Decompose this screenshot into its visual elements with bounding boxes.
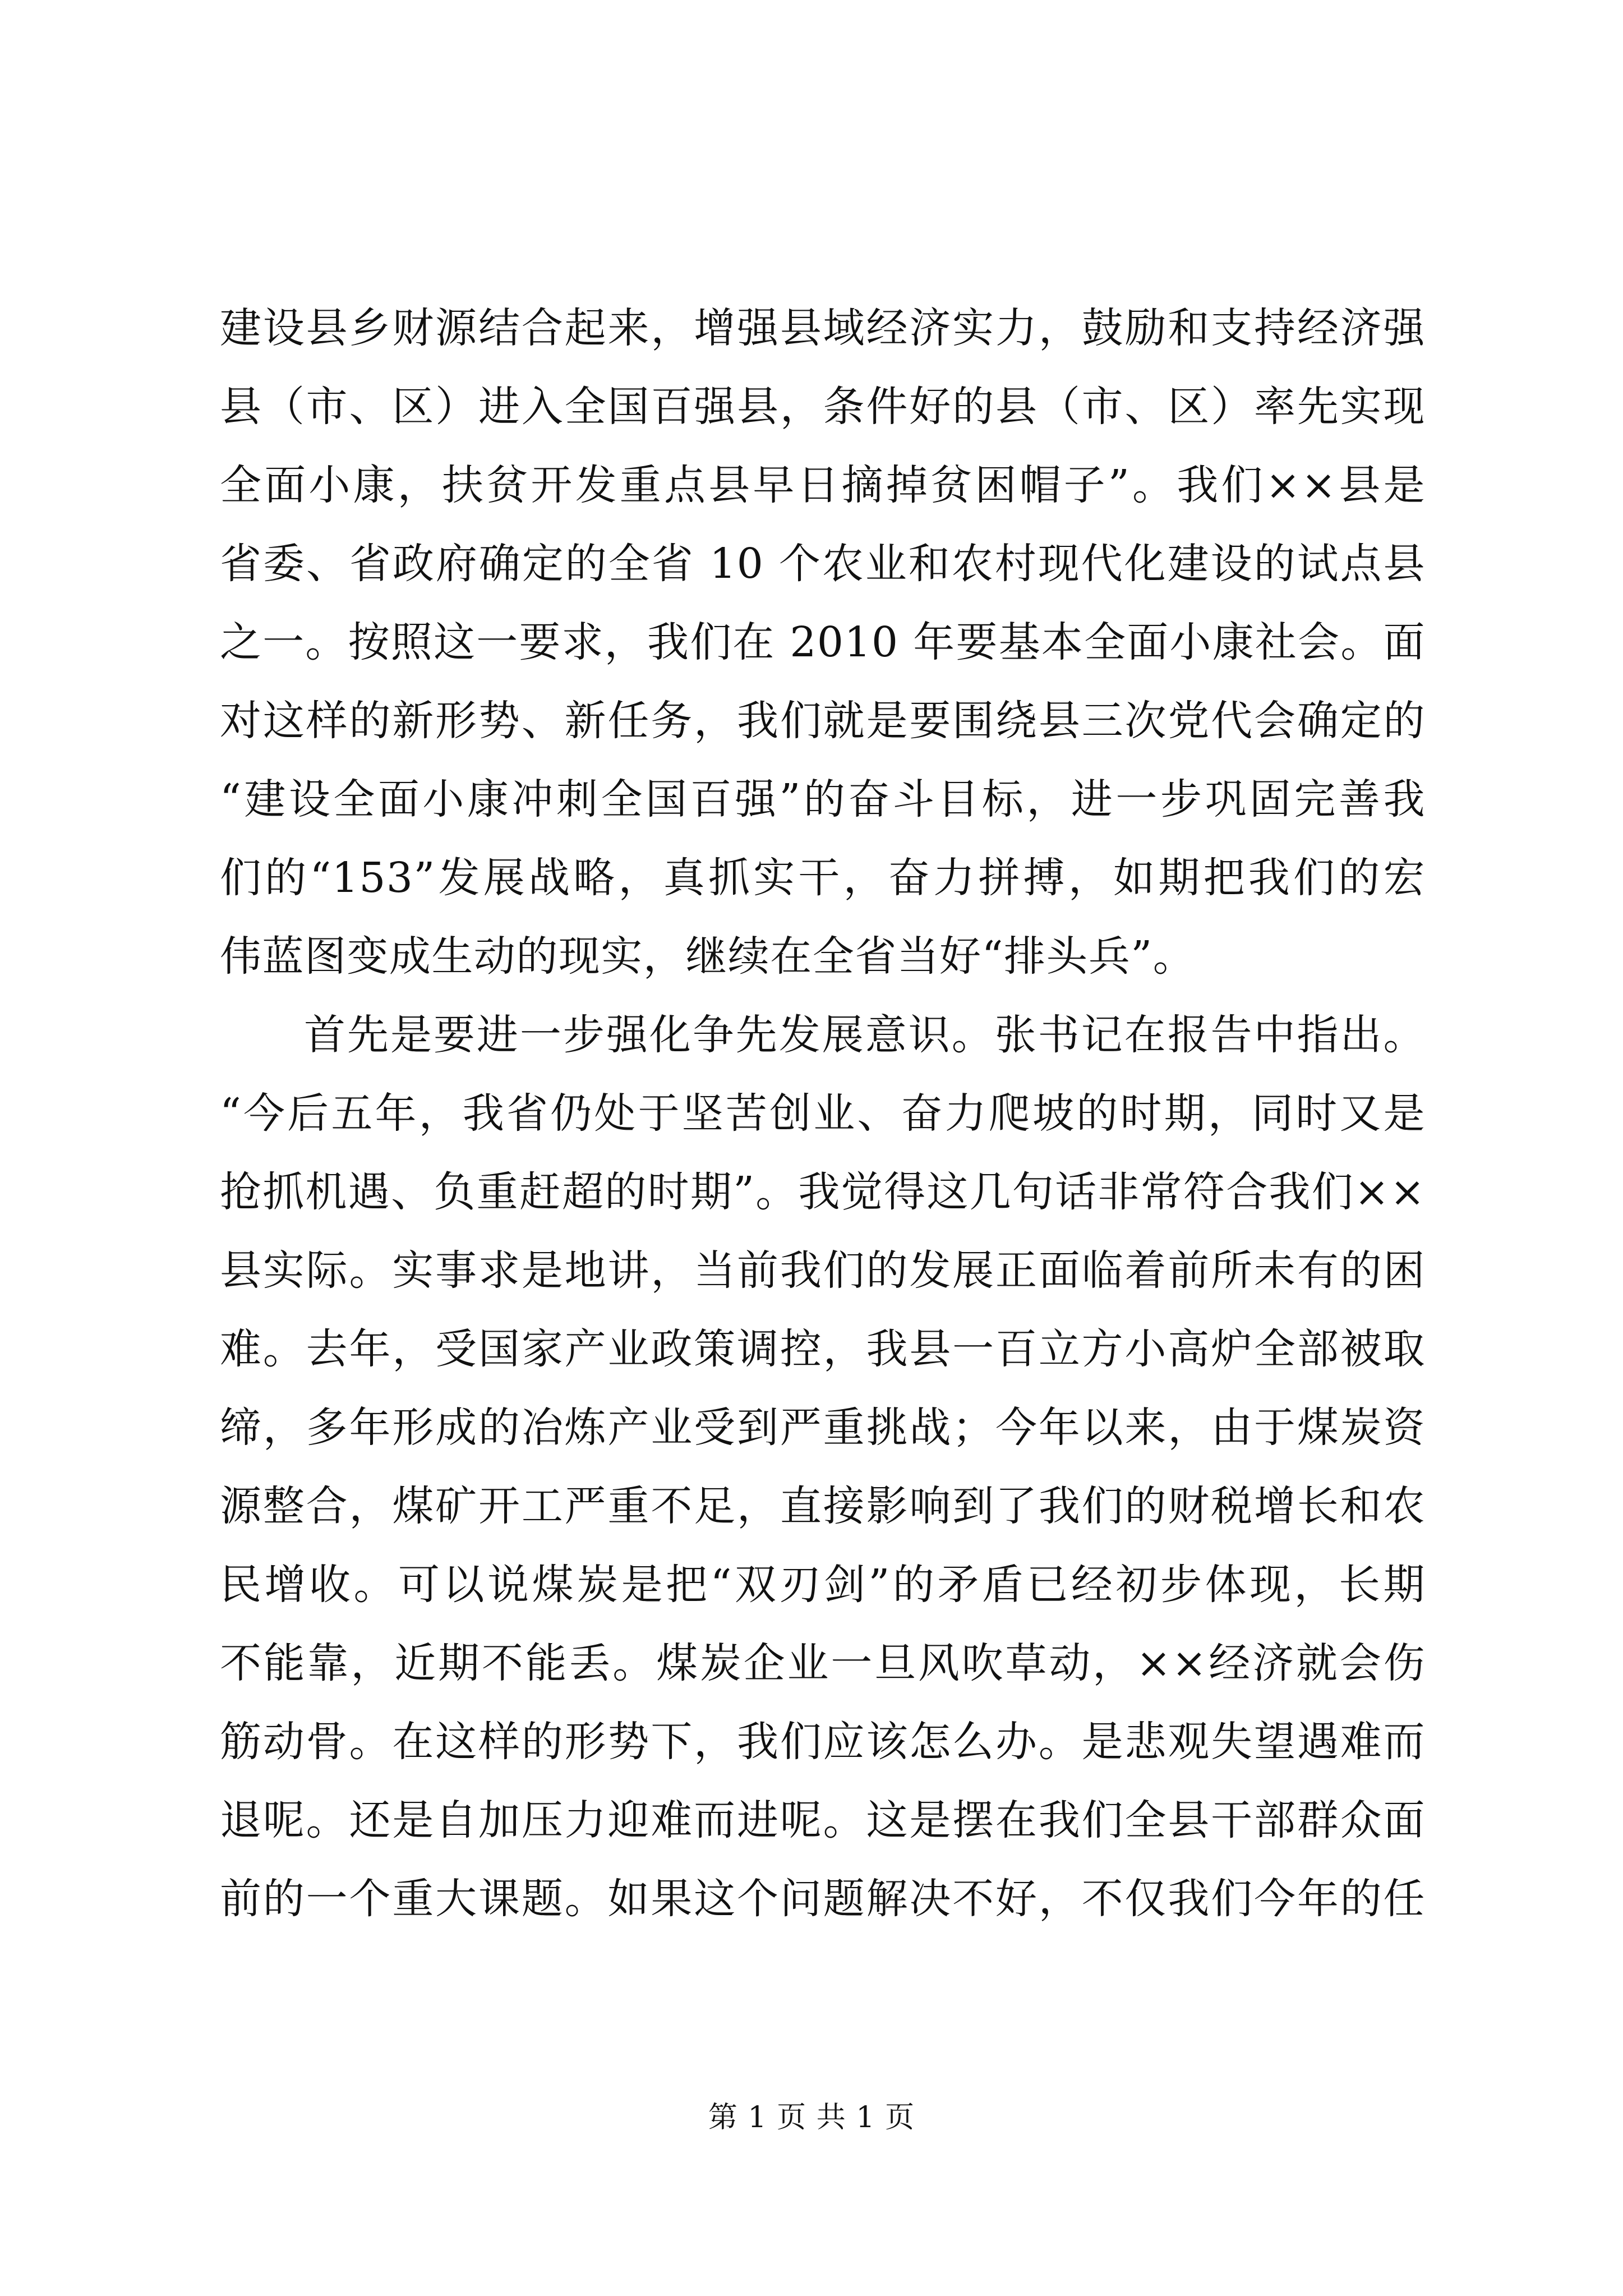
text-line: 抢抓机遇、负重赶超的时期”。我觉得这几句话非常符合我们×× [220,1168,1426,1216]
text-line: 民增收。可以说煤炭是把“双刃剑”的矛盾已经初步体现，长期 [220,1561,1426,1609]
text-line: 缔，多年形成的冶炼产业受到严重挑战；今年以来，由于煤炭资 [220,1404,1426,1452]
text-line: 省委、省政府确定的全省 10 个农业和农村现代化建设的试点县 [220,540,1426,588]
paragraph-first-line: 首先是要进一步强化争先发展意识。张书记在报告中指出。 [304,1011,1426,1059]
text-line: 县实际。实事求是地讲，当前我们的发展正面临着前所未有的困 [220,1246,1426,1295]
text-line: 建设县乡财源结合起来，增强县域经济实力，鼓励和支持经济强 [220,304,1426,352]
text-line: 源整合，煤矿开工严重不足，直接影响到了我们的财税增长和农 [220,1482,1426,1530]
text-line: 退呢。还是自加压力迎难而进呢。这是摆在我们全县干部群众面 [220,1796,1426,1844]
text-line: 之一。按照这一要求，我们在 2010 年要基本全面小康社会。面 [220,618,1426,666]
text-line: 们的“153”发展战略，真抓实干，奋力拼搏，如期把我们的宏 [220,854,1426,902]
text-line: 县（市、区）进入全国百强县，条件好的县（市、区）率先实现 [220,383,1426,431]
text-line: “建设全面小康冲刺全国百强”的奋斗目标，进一步巩固完善我 [220,775,1426,823]
text-line: 全面小康，扶贫开发重点县早日摘掉贫困帽子”。我们××县是 [220,461,1426,509]
text-line: 对这样的新形势、新任务，我们就是要围绕县三次党代会确定的 [220,697,1426,745]
text-line: 伟蓝图变成生动的现实，继续在全省当好“排头兵”。 [220,932,1196,981]
text-line: 筋动骨。在这样的形势下，我们应该怎么办。是悲观失望遇难而 [220,1718,1426,1766]
page-number-footer: 第 1 页 共 1 页 [708,2101,915,2134]
text-line: 难。去年，受国家产业政策调控，我县一百立方小高炉全部被取 [220,1325,1426,1373]
text-line: 不能靠，近期不能丢。煤炭企业一旦风吹草动，××经济就会伤 [220,1639,1426,1687]
text-line: 前的一个重大课题。如果这个问题解决不好，不仅我们今年的任 [220,1875,1426,1923]
text-line: “今后五年，我省仍处于坚苦创业、奋力爬坡的时期，同时又是 [220,1089,1426,1138]
